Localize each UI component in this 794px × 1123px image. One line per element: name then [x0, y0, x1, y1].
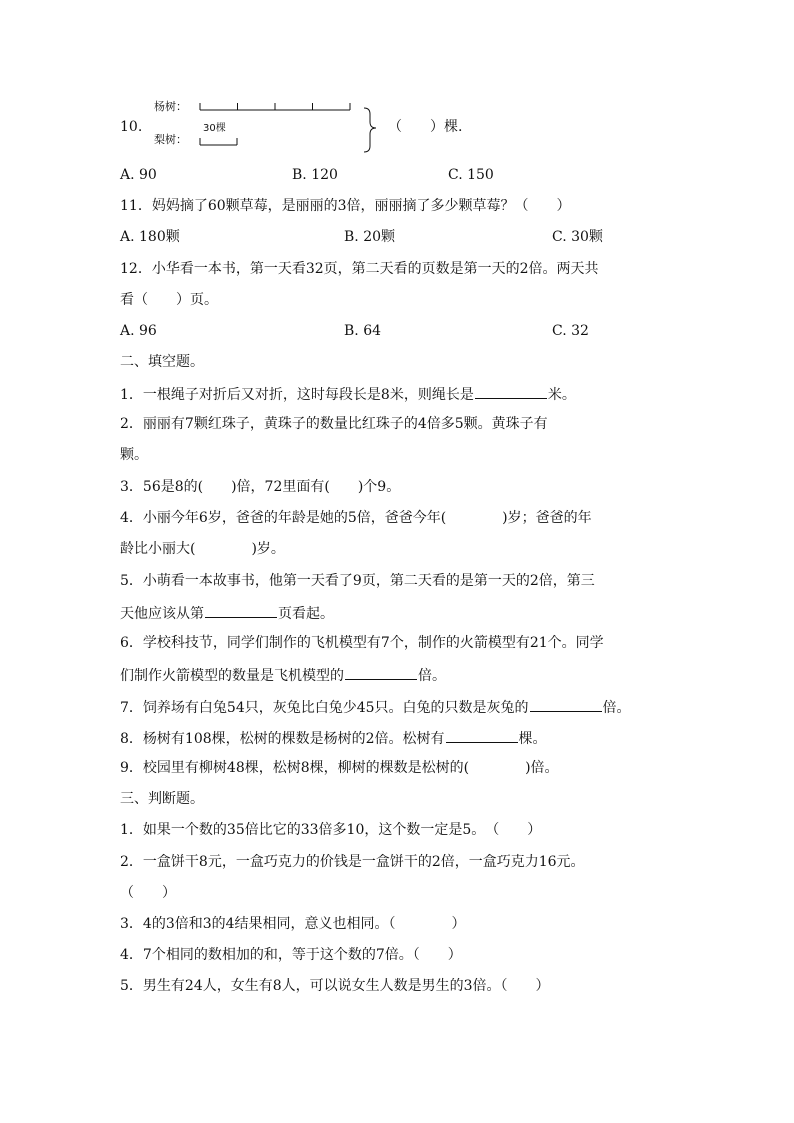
s3-item5: 5．男生有24人，女生有8人，可以说女生人数是男生的3倍。（ ） — [120, 978, 550, 994]
q12-option-a: A. 96 — [120, 323, 157, 339]
s2-item4-line2: 龄比小丽大( )岁。 — [120, 541, 285, 557]
s3-item1: 1．如果一个数的35倍比它的33倍多10，这个数一定是5。 （ ） — [120, 822, 542, 838]
s2-item5-line1: 5．小萌看一本故事书，他第一天看了9页，第二天看的是第一天的2倍，第三 — [120, 573, 595, 589]
s3-item2-line2: （ ） — [120, 885, 176, 901]
q10-number: 10. — [120, 119, 143, 135]
s2-item7-unit: 倍。 — [602, 700, 631, 716]
s2-item3: 3．56是8的( )倍，72里面有( )个9。 — [120, 479, 401, 495]
s2-item6-unit: 倍。 — [418, 668, 446, 684]
brace-icon — [364, 108, 376, 152]
s2-item2-line2: 颗。 — [120, 447, 148, 463]
section2-title: 二、填空题。 — [120, 354, 204, 370]
q10-option-b: B. 120 — [292, 167, 338, 183]
q11-option-c: C. 30颗 — [552, 229, 603, 245]
blank — [475, 384, 547, 399]
s2-item5-line2 — [120, 603, 334, 623]
q12-option-b: B. 64 — [344, 323, 382, 339]
s2-item9: 9．校园里有柳树48棵，松树8棵，柳树的棵数是松树的( )倍。 — [120, 760, 559, 776]
s2-item8-unit: 棵。 — [518, 731, 547, 747]
blank — [530, 697, 602, 712]
s2-item7-text: 7．饲养场有白兔54只，灰兔比白兔少45只。白兔的只数是灰兔的 — [120, 700, 529, 716]
s3-item2-line1: 2．一盒饼干8元，一盒巧克力的价钱是一盒饼干的2倍，一盒巧克力16元。 — [120, 854, 585, 870]
s3-item3: 3．4的3倍和3的4结果相同，意义也相同。（ ） — [120, 916, 466, 932]
q10-option-c: C. 150 — [448, 167, 494, 183]
section3-title: 三、判断题。 — [120, 791, 204, 807]
q11-text: 11．妈妈摘了60颗草莓，是丽丽的3倍，丽丽摘了多少颗草莓？（ ） — [120, 198, 571, 214]
blank — [205, 603, 277, 618]
s2-item5-text: 天他应该从第 — [120, 606, 204, 622]
q10-label-yang: 杨树： — [154, 100, 187, 113]
s2-item1-unit: 米。 — [547, 387, 576, 403]
q10-answer: （ ）棵. — [388, 119, 463, 135]
q12-option-c: C. 32 — [552, 323, 589, 339]
s2-item7 — [120, 697, 631, 717]
blank — [446, 728, 518, 743]
s2-item4-line1: 4．小丽今年6岁，爸爸的年龄是她的5倍，爸爸今年( )岁；爸爸的年 — [120, 510, 592, 526]
s2-item1 — [120, 384, 576, 404]
q11-option-b: B. 20颗 — [344, 229, 396, 245]
s2-item8-text: 8．杨树有108棵，松树的棵数是杨树的2倍。松树有 — [120, 731, 445, 747]
s2-item1-text: 1．一根绳子对折后又对折，这时每段长是8米，则绳长是 — [120, 387, 474, 403]
q10-seg-value: 30棵 — [203, 123, 226, 134]
q12-line1: 12．小华看一本书，第一天看32页，第二天看的页数是第一天的2倍。两天共 — [120, 261, 599, 277]
s3-item4: 4．7个相同的数相加的和，等于这个数的7倍。（ ） — [120, 947, 462, 963]
q10-label-li: 梨树： — [154, 133, 187, 146]
s2-item8 — [120, 728, 547, 748]
s2-item5-unit: 页看起。 — [278, 606, 334, 622]
s2-item6-text: 们制作火箭模型的数量是飞机模型的 — [120, 668, 344, 684]
q10-option-a: A. 90 — [120, 167, 157, 183]
q11-option-a: A. 180颗 — [120, 229, 180, 245]
blank — [345, 665, 417, 680]
s2-item6-line1: 6．学校科技节，同学们制作的飞机模型有7个，制作的火箭模型有21个。同学 — [120, 635, 604, 651]
q12-line2: 看（ ）页。 — [120, 292, 218, 308]
s2-item2-line1: 2．丽丽有7颗红珠子，黄珠子的数量比红珠子的4倍多5颗。黄珠子有 — [120, 416, 548, 432]
s2-item6-line2 — [120, 665, 446, 685]
